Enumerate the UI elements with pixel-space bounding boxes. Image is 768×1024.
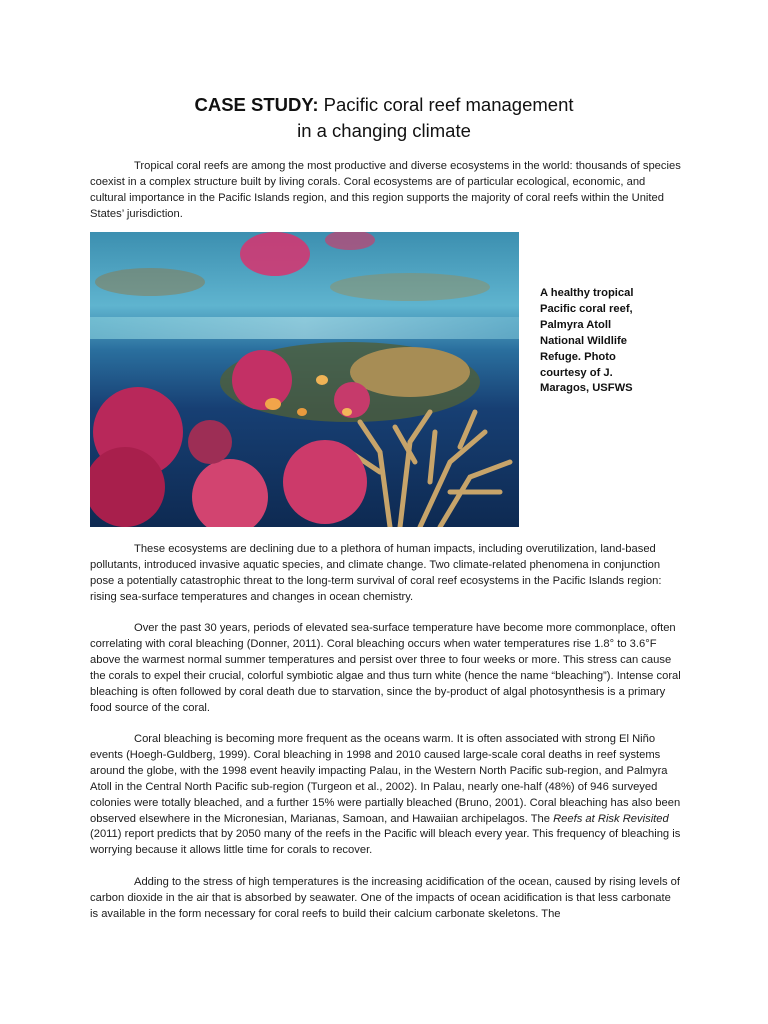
paragraph-acidification: Adding to the stress of high temperatures is the increasing acidification of the ocean, caused by rising levels of carbon dioxide in the air that is absorbed by seawater. One of the impacts of ocean acidification is that less carbonate is available in the form necessary for coral reefs to build their calcium carbonate skeletons. The [90, 876, 681, 920]
paragraph-bleaching-temperature: Over the past 30 years, periods of elevated sea-surface temperature have become more commonplace, often correlating with coral bleaching (Donner, 2011). Coral bleaching occurs when water temperatures rise 1.8° to 3.6°F above the warmest normal summer temperatures and persist over three to four weeks or more. This stress can cause the corals to expel their crucial, colorful symbiotic algae and thus turn white (hence the name “bleaching”). Intense coral bleaching is often followed by coral death due to starvation, since the by-product of algal photosynthesis is a primary food source of the coral. [90, 622, 681, 714]
paragraph-text: (2011) report predicts that by 2050 many of the reefs in the Pacific will bleach every year. This frequency of bleaching is worrying because it allows little time for corals to recover. [90, 828, 681, 857]
title-line-1 [0, 92, 768, 118]
paragraph-bleaching-frequency [90, 732, 682, 859]
paragraph-declining: These ecosystems are declining due to a plethora of human impacts, including overutilization, land-based pollutants, introduced invasive aquatic species, and climate change. Two climate-related phenomena in conjunction pose a potentially catastrophic threat to the long-term survival of coral reef ecosystems in the Pacific Islands region: rising sea-surface temperatures and changes in ocean chemistry. [90, 543, 662, 603]
paragraph-intro: Tropical coral reefs are among the most productive and diverse ecosystems in the world: thousands of species coexist in a complex structure built by living corals. Coral ecosystems are of particular ecological, economic, and cultural importance in the Pacific Islands region, and this region supports the majority of coral reefs within the United States’ jurisdiction. [90, 160, 681, 220]
title-line-2: in a changing climate [297, 120, 471, 141]
paragraph-text: Coral bleaching is becoming more frequent as the oceans warm. It is often associated with strong El Niño events (Hoegh-Guldberg, 1999). Coral bleaching in 1998 and 2010 caused large-scale coral deaths in reef systems around the globe, with the 1998 event heavily impacting Palau, in the Western North Pacific sub-region, and Palmyra Atoll in the Central North Pacific sub-region (Turgeon et al., 2002). In Palau, nearly one-half (48%) of 946 surveyed colonies were totally bleached, and a further 15% were partially bleached (Bruno, 2001). Coral bleaching has also been observed elsewhere in the Micronesian, Marianas, Samoan, and Hawaiian archipelagos. The [90, 733, 681, 825]
coral-reef-photo [90, 232, 519, 527]
title-label: CASE STUDY: [194, 94, 319, 115]
document-title [0, 92, 768, 144]
photo-caption: A healthy tropical Pacific coral reef, Palmyra Atoll National Wildlife Refuge. Photo courtesy of J. Maragos, USFWS [540, 287, 634, 395]
coral-reef-illustration [90, 232, 519, 527]
report-title: Reefs at Risk Revisited [553, 812, 669, 825]
title-text: Pacific coral reef management [318, 94, 574, 115]
